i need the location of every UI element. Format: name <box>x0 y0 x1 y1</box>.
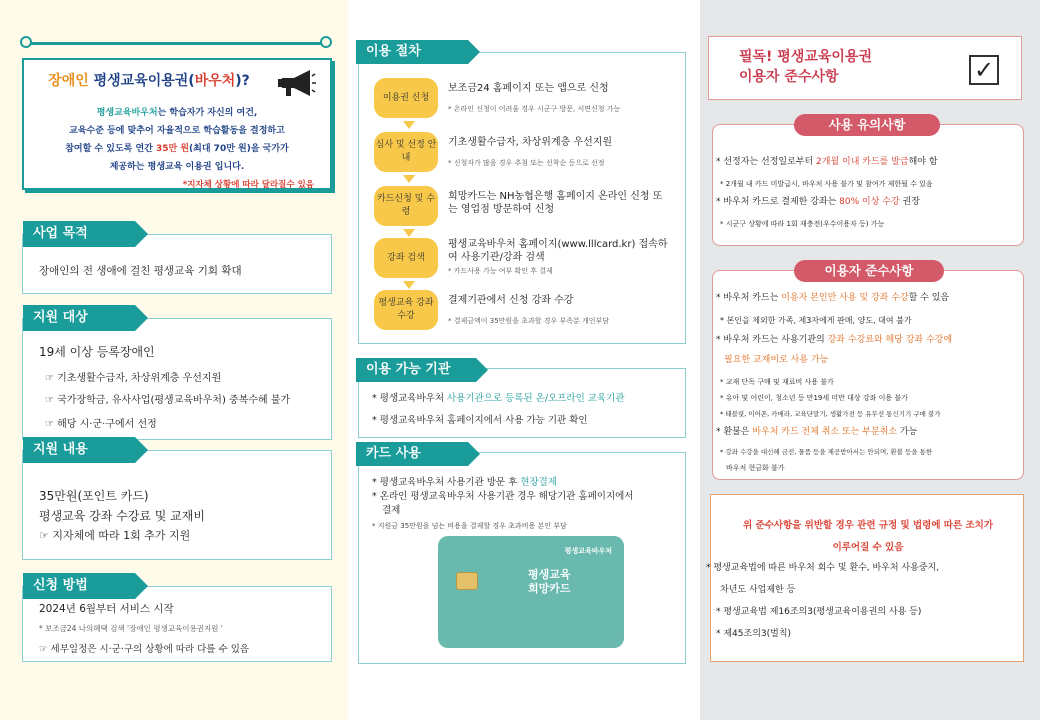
must-read-line: 필독! 평생교육이용권 <box>739 49 872 65</box>
caution-highlight: 2개월 이내 카드를 발급 <box>816 157 909 167</box>
apply-line: ☞ 세부일정은 시·군·구의 상황에 따라 다를 수 있음 <box>39 644 250 655</box>
step-badge: 강좌 검색 <box>374 238 438 278</box>
caution-text: 권장 <box>899 197 920 207</box>
step-main: 보조금24 홈페이지 또는 앱으로 신청 <box>448 83 609 94</box>
purpose-section <box>22 226 332 294</box>
step-badge: 카드신청 및 수령 <box>374 186 438 226</box>
apply-line: * 보조금24 나의혜택 검색 '장애인 평생교육이용권지원 ' <box>39 624 223 633</box>
caution-line: * 2개월 내 카드 미발급시, 바우처 사용 불가 및 참여가 제한될 수 있음 <box>720 180 933 188</box>
compliance-text: * 바우처 카드는 사용기관의 <box>716 335 828 345</box>
procedure-step <box>374 238 674 280</box>
decorative-line <box>26 42 326 45</box>
card-use-line: * 온라인 평생교육바우처 사용기관 경우 해당기관 홈페이지에서 <box>372 491 634 502</box>
decorative-dot-right <box>320 36 332 48</box>
step-sub: * 결제금액이 35만원을 초과할 경우 부족분 개인부담 <box>448 317 609 325</box>
step-sub: * 카드사용 가능 여부 확인 후 결제 <box>448 267 553 275</box>
compliance-heading: 이용자 준수사항 <box>794 260 944 282</box>
institutions-line: * 평생교육바우처 홈페이지에서 사용 가능 기관 확인 <box>372 415 588 426</box>
intro-title <box>24 70 274 90</box>
warning-line: * 제45조의3(벌칙) <box>716 629 792 639</box>
step-sub: * 신청자가 많을 경우 추첨 또는 선착순 등으로 선정 <box>448 159 605 167</box>
institutions-text: * 평생교육바우처 <box>372 393 448 404</box>
intro-title-part: )? <box>235 73 250 89</box>
procedure-step <box>374 186 674 228</box>
content-line: ☞ 지자체에 따라 1회 추가 지원 <box>39 529 191 542</box>
caution-line <box>716 196 920 209</box>
procedure-step <box>374 290 674 332</box>
compliance-highlight: 이용자 본인만 사용 및 강좌 수강 <box>781 293 909 303</box>
hope-card-image <box>438 536 624 648</box>
card-use-heading: 카드 사용 <box>356 442 468 466</box>
purpose-text: 장애인의 전 생애에 걸친 평생교육 기회 확대 <box>39 265 242 277</box>
compliance-line: * 태블릿, 이어폰, 카메라, 교육단말기, 생활가전 등 유무선 통신기기 구매 불가 <box>720 410 941 418</box>
step-arrow <box>403 229 415 237</box>
compliance-line <box>716 426 917 439</box>
step-main: 기초생활수급자, 차상위계층 우선지원 <box>448 137 613 148</box>
step-arrow <box>403 121 415 129</box>
decorative-dot-left <box>20 36 32 48</box>
compliance-text: 할 수 있음 <box>908 293 950 303</box>
intro-title-part: 바우처 <box>194 73 236 89</box>
caution-heading: 사용 유의사항 <box>794 114 940 136</box>
caution-text: 해야 함 <box>908 157 938 167</box>
caution-line <box>716 156 938 169</box>
caution-text: * 선정자는 선정일로부터 <box>716 157 817 167</box>
warning-title <box>711 515 1025 559</box>
institutions-heading: 이용 가능 기관 <box>356 358 476 382</box>
step-badge: 심사 및 선정 안내 <box>374 132 438 172</box>
compliance-highlight: 바우처 카드 전체 취소 또는 부분취소 <box>752 427 898 437</box>
step-main: 희망카드는 NH농협은행 홈페이지 온라인 신청 또는 영업점 방문하여 신청 <box>448 191 663 215</box>
procedure-step <box>374 78 674 120</box>
card-use-line: 결제 <box>382 505 401 516</box>
card-title-line: 평생교육 <box>528 568 571 581</box>
step-arrow <box>403 175 415 183</box>
intro-line: 는 학습자가 자신의 여건, <box>157 108 258 118</box>
compliance-text: * 환불은 <box>716 427 753 437</box>
card-use-line: * 지원금 35만원을 넘는 비용을 결제할 경우 초과비용 본인 부담 <box>372 522 567 530</box>
intro-highlight: 평생교육바우처 <box>96 108 158 118</box>
intro-line: 교육수준 등에 맞추어 자율적으로 학습활동을 결정하고 <box>69 126 285 136</box>
intro-title-part: 장애인 <box>48 73 89 89</box>
compliance-text: 가능 <box>897 427 918 437</box>
intro-line: (최대 70만 원)을 국가가 <box>189 144 289 154</box>
step-arrow <box>403 281 415 289</box>
content-section <box>22 442 332 560</box>
purpose-heading: 사업 목적 <box>23 221 135 247</box>
megaphone-icon <box>276 68 316 98</box>
compliance-line: * 강좌 수강을 대신해 금전, 물품 등을 제공받아서는 안되며, 환불 등을 통한 <box>720 448 933 456</box>
step-main: 결제기관에서 신청 강좌 수강 <box>448 295 574 306</box>
content-line: 평생교육 강좌 수강료 및 교재비 <box>39 509 205 523</box>
apply-heading: 신청 방법 <box>23 573 135 599</box>
card-use-highlight: 현장결제 <box>520 477 558 488</box>
intro-note: *지자체 상황에 따라 달라질수 있음 <box>182 180 314 190</box>
card-title <box>528 568 571 596</box>
compliance-highlight: 필요한 교재비로 사용 가능 <box>724 355 829 365</box>
intro-amount: 35만 원 <box>156 144 190 154</box>
intro-box <box>22 58 332 190</box>
target-item: ☞ 국가장학금, 유사사업(평생교육바우처) 중복수혜 불가 <box>45 395 291 406</box>
content-heading: 지원 내용 <box>23 437 135 463</box>
target-heading: 지원 대상 <box>23 305 135 331</box>
intro-title-part: 평생교육이용권( <box>93 73 195 89</box>
compliance-highlight: 강좌 수강료와 해당 강좌 수강에 <box>827 335 953 345</box>
card-chip-icon <box>456 572 478 590</box>
apply-section <box>22 578 332 662</box>
content-line: 35만원(포인트 카드) <box>39 489 149 503</box>
must-read-title <box>739 47 872 87</box>
compliance-line: * 유아 및 어린이, 청소년 등 만19세 미만 대상 강좌 이용 불가 <box>720 394 908 402</box>
institutions-highlight: 사용기관으로 등록된 온/오프라인 교육기관 <box>447 393 625 404</box>
procedure-step <box>374 132 674 174</box>
compliance-line: * 본인을 제외한 가족, 제3자에게 판매, 양도, 대여 불가 <box>720 316 912 325</box>
warning-title-line: 이루어질 수 있음 <box>832 542 904 553</box>
card-use-line <box>372 476 557 490</box>
institutions-line <box>372 392 624 406</box>
target-main: 19세 이상 등록장애인 <box>39 345 155 359</box>
must-read-box <box>708 36 1022 100</box>
compliance-line: 바우처 현금화 불가 <box>726 464 785 472</box>
intro-description <box>32 104 322 176</box>
card-use-text: * 평생교육바우처 사용기관 방문 후 <box>372 477 521 488</box>
checkbox-icon: ✓ <box>969 55 999 85</box>
caution-text: * 바우처 카드로 결제한 강좌는 <box>716 197 840 207</box>
warning-title-line: 위 준수사항을 위반할 경우 관련 규정 및 법령에 따른 조치가 <box>742 520 993 531</box>
card-logo: 평생교육바우처 <box>564 547 612 555</box>
step-badge: 이용권 신청 <box>374 78 438 118</box>
apply-line: 2024년 6월부터 서비스 시작 <box>39 603 174 615</box>
warning-line: * 평생교육법에 따른 바우처 회수 및 환수, 바우처 사용중지, <box>706 563 940 573</box>
must-read-line: 이용자 준수사항 <box>739 69 839 85</box>
card-title-line: 희망카드 <box>528 582 571 595</box>
intro-line: 참여할 수 있도록 연간 <box>65 144 156 154</box>
warning-line: * 평생교육법 제16조의3(평생교육이용권의 사용 등) <box>716 607 922 617</box>
caution-highlight: 80% 이상 수강 <box>839 197 900 207</box>
target-item: ☞ 해당 시·군·구에서 선정 <box>45 419 157 430</box>
caution-line: * 시군구 상황에 따라 1회 재충전(우수이용자 등) 가능 <box>720 220 885 228</box>
intro-line: 제공하는 평생교육 이용권 입니다. <box>109 162 245 172</box>
step-badge: 평생교육 강좌 수강 <box>374 290 438 330</box>
step-sub: * 온라인 신청이 어려울 경우 시군구 방문, 서면신청 가능 <box>448 105 621 113</box>
compliance-line <box>716 292 949 305</box>
compliance-line <box>716 334 952 347</box>
warning-line: 차년도 사업제한 등 <box>720 585 796 595</box>
compliance-line: * 교재 단독 구매 및 재료비 사용 불가 <box>720 378 834 386</box>
procedure-heading: 이용 절차 <box>356 40 468 64</box>
target-item: ☞ 기초생활수급자, 차상위계층 우선지원 <box>45 373 222 384</box>
compliance-line <box>724 354 828 367</box>
step-main: 평생교육바우처 홈페이지(www.lllcard.kr) 접속하여 사용기관/강좌 검색 <box>448 239 668 263</box>
compliance-text: * 바우처 카드는 <box>716 293 782 303</box>
target-section <box>22 310 332 440</box>
